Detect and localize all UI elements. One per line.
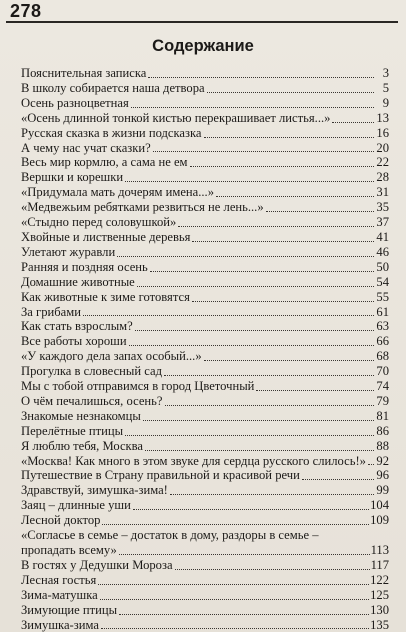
- toc-leader-dots: [266, 211, 374, 212]
- toc-entry-page: 117: [370, 557, 389, 572]
- toc-leader-dots: [145, 450, 374, 451]
- toc-entry-page: 113: [370, 543, 389, 557]
- toc-leader-dots: [98, 584, 369, 585]
- toc-entry: [21, 603, 389, 618]
- toc-entry: [21, 394, 389, 409]
- toc-leader-dots: [129, 345, 374, 346]
- toc-entry-label: Хвойные и лиственные деревья: [21, 229, 191, 244]
- toc-entry-label: Как стать взрослым?: [21, 319, 133, 334]
- toc-leader-dots: [125, 435, 374, 436]
- toc-entry-page: 28: [376, 170, 389, 185]
- toc-leader-dots: [119, 554, 370, 555]
- toc-entry-label: Путешествие в Страну правильной и красивой речи: [21, 468, 300, 483]
- toc-entry: [21, 468, 389, 483]
- toc-leader-dots: [131, 107, 374, 108]
- toc-leader-dots: [178, 226, 374, 227]
- toc-leader-dots: [216, 196, 374, 197]
- toc-entry-page: 122: [370, 572, 389, 587]
- toc-leader-dots: [204, 360, 374, 361]
- toc-leader-dots: [164, 375, 374, 376]
- toc-entry-page: 54: [376, 274, 389, 289]
- toc-entry-page: 61: [376, 304, 389, 319]
- toc-entry-page: 135: [370, 617, 389, 632]
- toc-entry-page: 13: [376, 110, 389, 125]
- toc-entry: [21, 334, 389, 349]
- toc-entry-label-line2: пропадать всему»: [21, 543, 117, 557]
- toc-leader-dots: [135, 330, 374, 331]
- toc-entry-label: «Стыдно перед соловушкой»: [21, 215, 177, 230]
- toc-leader-dots: [101, 628, 369, 629]
- toc-leader-dots: [332, 122, 374, 123]
- toc-entry: [21, 81, 389, 96]
- toc-entry-label: Русская сказка в жизни подсказка: [21, 125, 202, 140]
- toc-entry-page: 86: [376, 423, 389, 438]
- toc-entry: [21, 185, 389, 200]
- toc-entry-page: 125: [370, 587, 389, 602]
- toc-entry-page: 81: [376, 408, 389, 423]
- toc-entry-label: Зимушка-зима: [21, 617, 99, 632]
- toc-leader-dots: [119, 614, 369, 615]
- toc-entry-label: Знакомые незнакомцы: [21, 408, 141, 423]
- toc-entry: [21, 275, 389, 290]
- toc-entry-label: Осень разноцветная: [21, 95, 129, 110]
- toc-entry-label: «Медвежьим ребятками резвиться не лень...»: [21, 200, 264, 215]
- toc-entry: [21, 379, 389, 394]
- toc-entry-page: 46: [376, 244, 389, 259]
- toc-entry-label: Я люблю тебя, Москва: [21, 438, 144, 453]
- toc-entry-label: За грибами: [21, 304, 81, 319]
- toc-entry-label: Вершки и корешки: [21, 170, 124, 185]
- toc-entry: [21, 498, 389, 513]
- page-number: 278: [10, 1, 42, 21]
- toc-entry: [21, 558, 389, 573]
- toc-entry-label: Прогулка в словесный сад: [21, 364, 163, 379]
- toc-entry: [21, 513, 389, 528]
- toc-entry: [21, 349, 389, 364]
- toc-entry-label-line1: «Согласье в семье – достаток в дому, раздоры в семье –: [21, 528, 319, 543]
- toc-entry-page: 37: [376, 215, 389, 230]
- toc-entry: [21, 618, 389, 632]
- page-header: [6, 0, 398, 24]
- toc-entry: [21, 126, 389, 141]
- toc-leader-dots: [102, 524, 369, 525]
- toc-entry: [21, 439, 389, 454]
- toc-entry: [21, 528, 389, 558]
- toc-entry-page: 104: [370, 498, 389, 513]
- toc-entry-page: 88: [376, 438, 389, 453]
- toc-entry-label: Здравствуй, зимушка-зима!: [21, 483, 168, 498]
- toc-entry-page: 55: [376, 289, 389, 304]
- toc-entry: [21, 141, 389, 156]
- toc-entry: [21, 573, 389, 588]
- toc-entry-label: «У каждого дела запах особый...»: [21, 349, 202, 364]
- toc-entry-page: 35: [376, 200, 389, 215]
- toc-leader-dots: [100, 599, 369, 600]
- toc-entry-label: Зима-матушка: [21, 587, 98, 602]
- toc-entry-page: 79: [376, 393, 389, 408]
- toc-entry-page: 68: [376, 349, 389, 364]
- toc-entry-label: Лесной доктор: [21, 513, 101, 528]
- toc-entry-label: Ранняя и поздняя осень: [21, 259, 148, 274]
- toc-entry-page: 109: [370, 513, 389, 528]
- toc-entry-label: Перелётные птицы: [21, 423, 124, 438]
- toc-entry-page: 92: [376, 453, 389, 468]
- toc-leader-dots: [125, 181, 374, 182]
- toc-entry-label: «Москва! Как много в этом звуке для сердца русского слилось!»: [21, 453, 366, 468]
- toc-entry-page: 74: [376, 379, 389, 394]
- toc-leader-dots: [137, 286, 374, 287]
- toc-entry-label: Домашние животные: [21, 274, 135, 289]
- toc-leader-dots: [207, 92, 374, 93]
- table-of-contents: [21, 66, 389, 632]
- toc-entry-label: О чём печалишься, осень?: [21, 393, 163, 408]
- toc-entry-line2: [21, 543, 389, 558]
- toc-leader-dots: [148, 77, 374, 78]
- toc-entry-page: 99: [376, 483, 389, 498]
- toc-leader-dots: [256, 390, 374, 391]
- toc-leader-dots: [133, 509, 369, 510]
- toc-entry-label: Все работы хороши: [21, 334, 127, 349]
- toc-entry-page: 22: [376, 155, 389, 170]
- toc-entry-label: Лесная гостья: [21, 572, 97, 587]
- toc-entry-label: Пояснительная записка: [21, 66, 147, 80]
- toc-leader-dots: [175, 569, 370, 570]
- toc-entry-page: 3: [382, 66, 389, 80]
- toc-entry-label: «Придумала мать дочерям имена...»: [21, 185, 214, 200]
- toc-entry-page: 66: [376, 334, 389, 349]
- toc-entry: [21, 215, 389, 230]
- toc-entry: [21, 424, 389, 439]
- toc-entry-page: 20: [376, 140, 389, 155]
- toc-leader-dots: [150, 271, 374, 272]
- toc-leader-dots: [192, 241, 374, 242]
- toc-entry: [21, 454, 389, 469]
- toc-entry-label: Как животные к зиме готовятся: [21, 289, 190, 304]
- toc-entry: [21, 260, 389, 275]
- toc-entry: [21, 200, 389, 215]
- toc-entry-page: 130: [370, 602, 389, 617]
- toc-entry-page: 70: [376, 364, 389, 379]
- toc-entry-page: 31: [376, 185, 389, 200]
- toc-entry-page: 41: [376, 229, 389, 244]
- toc-entry: [21, 170, 389, 185]
- toc-entry-label: В гостях у Дедушки Мороза: [21, 557, 173, 572]
- toc-entry-page: 96: [376, 468, 389, 483]
- toc-entry-page: 9: [382, 95, 389, 110]
- header-rule: [6, 21, 398, 23]
- toc-leader-dots: [117, 256, 374, 257]
- toc-entry: [21, 305, 389, 320]
- toc-entry: [21, 483, 389, 498]
- toc-entry-label: Улетают журавли: [21, 244, 116, 259]
- toc-leader-dots: [170, 494, 374, 495]
- toc-leader-dots: [165, 405, 375, 406]
- toc-entry-label: Весь мир кормлю, а сама не ем: [21, 155, 188, 170]
- toc-entry: [21, 230, 389, 245]
- toc-entry-label: В школу собирается наша детвора: [21, 80, 205, 95]
- toc-entry: [21, 155, 389, 170]
- toc-entry: [21, 319, 389, 334]
- toc-leader-dots: [190, 166, 374, 167]
- toc-leader-dots: [204, 137, 374, 138]
- toc-leader-dots: [302, 479, 374, 480]
- toc-entry-label: Мы с тобой отправимся в город Цветочный: [21, 379, 255, 394]
- toc-entry: [21, 245, 389, 260]
- toc-entry: [21, 66, 389, 81]
- toc-entry-page: 16: [376, 125, 389, 140]
- toc-leader-dots: [192, 301, 374, 302]
- toc-entry: [21, 111, 389, 126]
- page-title: Содержание: [152, 37, 254, 55]
- toc-entry: [21, 409, 389, 424]
- toc-entry-label: А чему нас учат сказки?: [21, 140, 151, 155]
- toc-leader-dots: [153, 151, 374, 152]
- toc-entry-label: «Осень длинной тонкой кистью перекрашивает листья...»: [21, 110, 331, 125]
- toc-entry-label: Зимующие птицы: [21, 602, 118, 617]
- toc-entry-page: 5: [382, 80, 389, 95]
- toc-entry: [21, 96, 389, 111]
- toc-entry-page: 50: [376, 259, 389, 274]
- toc-entry: [21, 364, 389, 379]
- toc-leader-dots: [83, 315, 374, 316]
- toc-entry-page: 63: [376, 319, 389, 334]
- toc-leader-dots: [143, 420, 374, 421]
- toc-entry-label: Заяц – длинные уши: [21, 498, 131, 513]
- toc-leader-dots: [368, 464, 374, 465]
- toc-entry: [21, 290, 389, 305]
